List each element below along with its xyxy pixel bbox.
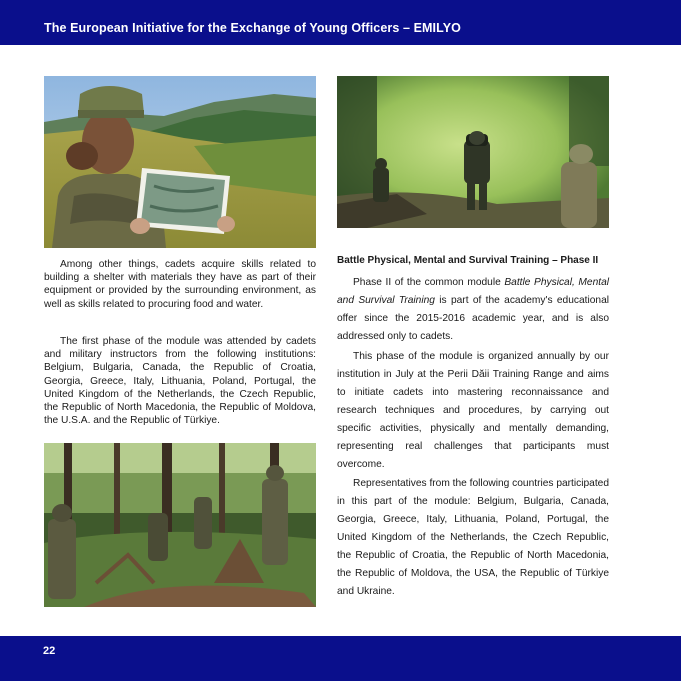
right-paragraph-2: This phase of the module is organized annually by our institution in July at the Perii Dăii Training Range and aims to initiate cadets into mastering reconnaissance and research techniques and procedures, by carrying out specific activities, physically and mentally demanding, representing real challenges that participants must overcome. <box>337 351 609 470</box>
photo-cadet-reading-map <box>44 76 316 248</box>
page-number: 22 <box>43 645 56 657</box>
left-paragraph-1: Among other things, cadets acquire skills related to building a shelter with materials they have as part of their equipment or provided by the surrounding environment, as well as skills related to procuring food and water. <box>44 259 316 310</box>
header-bar <box>0 0 681 45</box>
paragraph-1-intro: Phase II of the common module <box>353 277 505 288</box>
photo-green-smoke-exercise <box>337 76 609 228</box>
right-paragraph-3: Representatives from the following countries participated in this part of the module: Belgium, Bulgaria, Canada, Georgia, Greece, Italy, Lithuania, Poland, Portugal, the United Kingdom of the Netherlands, the Czech Republic, the Republic of Croatia, the Republic of North Macedonia, the Republic of Moldova, the USA, the Republic of Türkiye and Ukraine. <box>337 478 609 597</box>
left-paragraph-2: The first phase of the module was attended by cadets and military instructors from the following institutions: Belgium, Bulgaria, Canada, the Republic of Croatia, Georgia, Greece, Italy, Lithuania, Poland, Portugal, the United Kingdom of the Netherlands, the Czech Republic, the Republic of North Macedonia, the Republic of Moldova, the U.S.A. and the Republic of Türkiye. <box>44 336 316 427</box>
section-heading: Battle Physical, Mental and Survival Training – Phase II <box>337 255 599 266</box>
photo-forest-shelter-training <box>44 443 316 607</box>
publication-title: The European Initiative for the Exchange of Young Officers – EMILYO <box>44 21 461 35</box>
paragraph-1-rest: is part of the academy's educational offer since the 2015-2016 academic year, and is also addressed only to cadets. <box>337 295 609 342</box>
module-name-italic: Battle Physical, Mental and Survival Training <box>337 277 609 306</box>
footer-bar <box>0 636 681 681</box>
right-paragraph-1 <box>337 274 609 346</box>
